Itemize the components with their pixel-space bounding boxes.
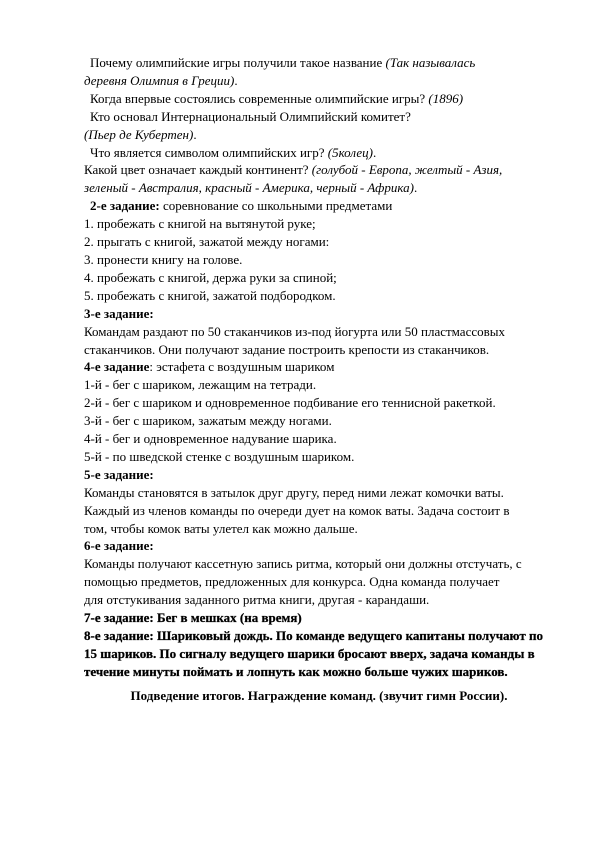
answer-text: деревня Олимпия в Греции) [84,72,235,88]
task-2-item: 5. пробежать с книгой, зажатой подбородком. [84,287,336,303]
task-7-heading [84,609,554,627]
question-3 [84,108,554,126]
task-3-heading [84,305,554,323]
task-4-item: 1-й - бег с шариком, лежащим на тетради. [84,377,317,393]
punctuation: . [413,180,418,196]
task-5-heading [84,466,554,484]
task-6-text: Команды получают кассетную запись ритма, который они должны отстучать, с [84,556,522,572]
task-description: Бег в мешках (на время) [153,610,302,626]
task-title: 3-е задание: [84,305,154,321]
task-4-heading [84,358,554,376]
task-6-text: для отстукивания заданного ритма книги, другая - карандаши. [84,592,430,608]
task-4-item: 3-й - бег с шариком, зажатым между ногами. [84,413,332,429]
task-2-item: 1. пробежать с книгой на вытянутой руке; [84,216,316,232]
question-3-answer [84,126,554,144]
task-4-item: 5-й - по шведской стенке с воздушным шариком. [84,448,355,464]
task-2-item: 3. пронести книгу на голове. [84,251,243,267]
question-text: Почему олимпийские игры получили такое название [90,55,386,70]
task-8-heading [84,627,554,645]
task-8-text: течение минуты поймать и лопнуть как можно больше чужих шариков. [84,663,508,679]
closing-line: Подведение итогов. Награждение команд. (звучит гимн России). [130,688,508,703]
task-title: 6-е задание: [84,538,154,554]
question-text: Какой цвет означает каждый континент? [84,162,312,178]
punctuation: . [193,126,197,142]
question-4 [84,144,554,162]
task-description: соревнование со школьными предметами [159,198,393,214]
task-2-item: 4. пробежать с книгой, держа руки за спиной; [84,269,337,285]
task-5-text: том, чтобы комок ваты улетел как можно дальше. [84,520,358,536]
question-text: Что является символом олимпийских игр? [90,144,328,160]
question-2 [84,90,554,108]
answer-text: зеленый - Австралия, красный - Америка, черный - Африка) [84,180,414,196]
task-2-heading [84,197,554,215]
task-title: 7-е задание: [84,610,154,626]
task-5-text: Каждый из членов команды по очереди дует на комок ваты. Задача состоит в [84,502,510,518]
task-title: 8-е задание: [84,628,154,643]
task-8-text: 15 шариков. По сигналу ведущего шарики бросают вверх, задача команды в [84,645,535,661]
task-4-item: 4-й - бег и одновременное надувание шарика. [84,431,337,447]
task-3-text: Командам раздают по 50 стаканчиков из-под йогурта или 50 пластмассовых [84,323,505,339]
answer-text: (5колец) [327,144,373,160]
task-4-item: 2-й - бег с шариком и одновременное подбивание его теннисной ракеткой. [84,395,496,411]
punctuation: . [234,72,238,88]
task-title: 4-е задание [84,359,150,375]
question-text: Когда впервые состоялись современные олимпийские игры? [90,90,429,106]
answer-text: (1896) [428,90,464,106]
task-title: 2-е задание: [90,198,160,214]
document-body [84,54,554,681]
answer-text: (голубой - Европа, желтый - Азия, [311,162,503,178]
answer-text: (Пьер де Кубертен) [84,126,194,142]
task-2-item: 2. прыгать с книгой, зажатой между ногами: [84,234,330,250]
task-title: 5-е задание: [84,466,154,482]
question-5-cont [84,179,554,197]
task-description: Шариковый дождь. По команде ведущего капитаны получают по [153,628,543,643]
question-text: Кто основал Интернациональный Олимпийский комитет? [90,108,411,124]
task-6-text: помощью предметов, предложенных для конкурса. Одна команда получает [84,574,500,590]
punctuation: . [372,144,377,160]
question-5 [84,161,554,179]
answer-text: (Так называлась [385,55,476,70]
task-description: : эстафета с воздушным шариком [149,359,335,375]
task-3-text: стаканчиков. Они получают задание построить крепости из стаканчиков. [84,341,490,357]
task-6-heading [84,537,554,555]
task-5-text: Команды становятся в затылок друг другу, перед ними лежат комочки ваты. [84,484,504,500]
question-1-cont [84,72,554,90]
question-1 [84,54,554,72]
